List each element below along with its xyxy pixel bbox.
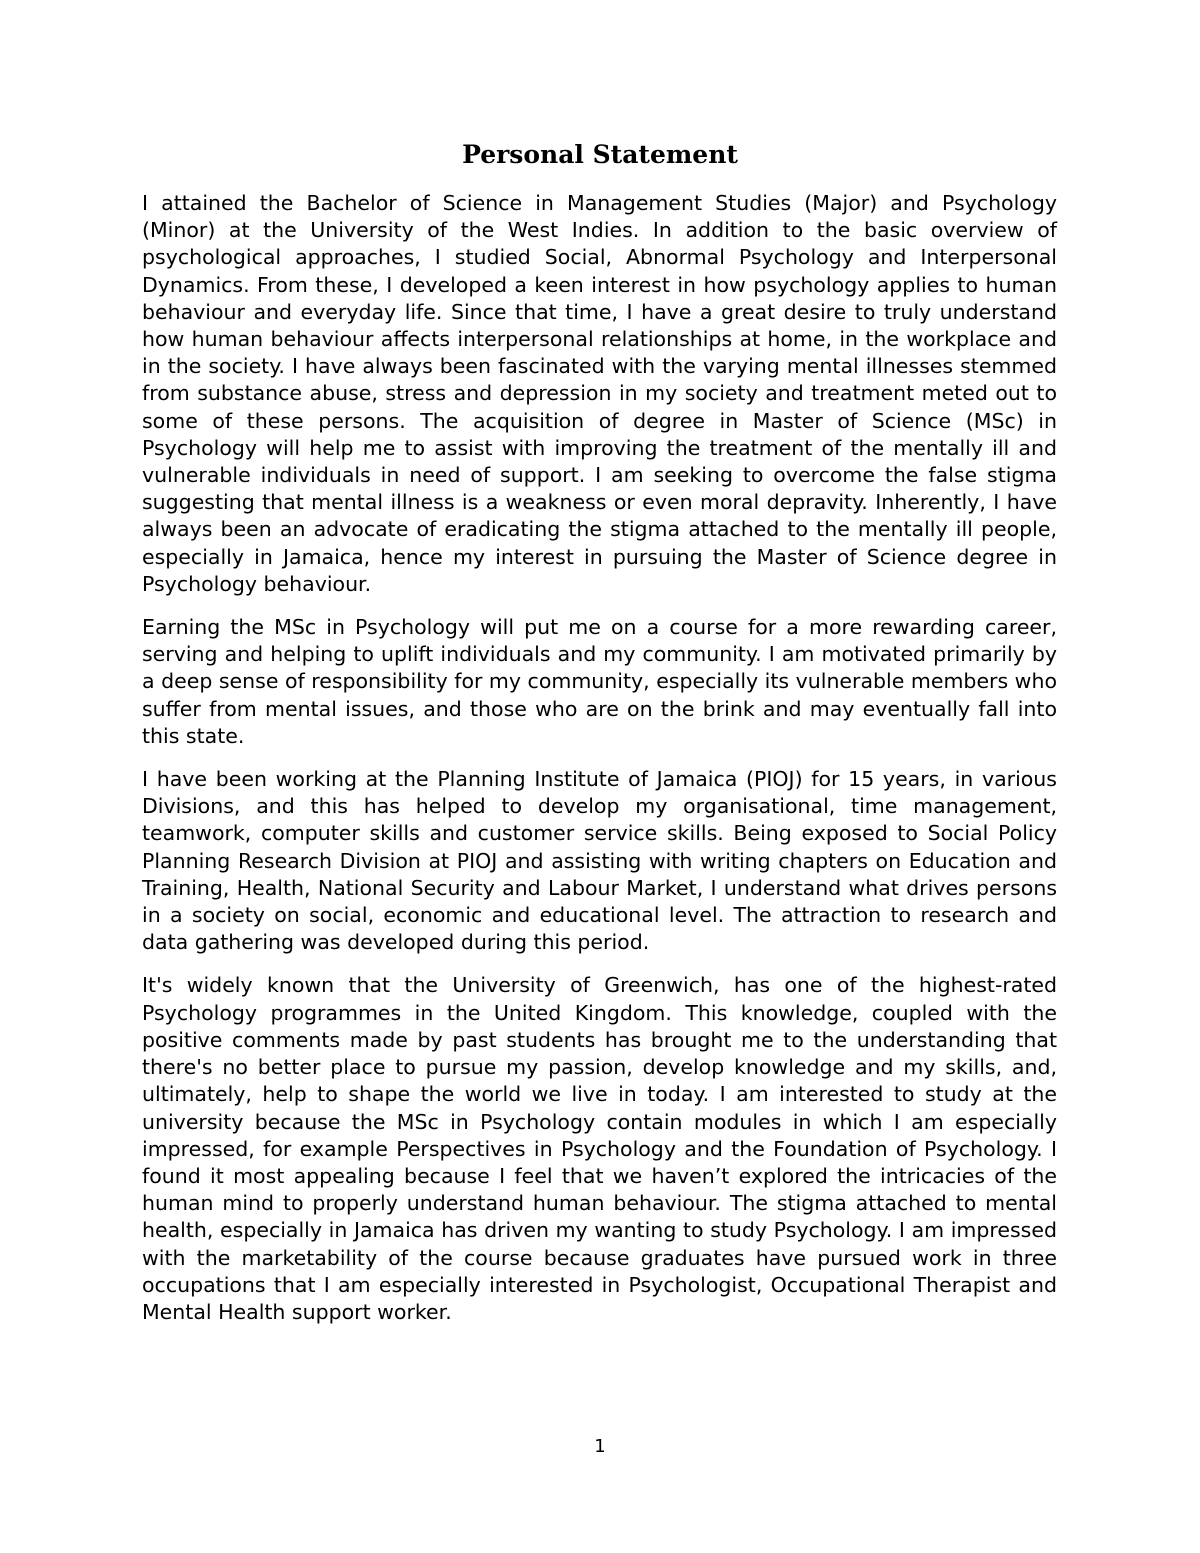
document-body xyxy=(142,190,1057,1342)
document-title: Personal Statement xyxy=(462,140,738,169)
page-number: 1 xyxy=(594,1436,606,1457)
paragraph-2: Earning the MSc in Psychology will put me on a course for a more rewarding career, serving and helping to uplift individuals and my community. I am motivated primarily by a deep sense of responsibility for my community, especially its vulnerable members who suffer from mental issues, and those who are on the brink and may eventually fall into this state. xyxy=(142,615,1057,748)
paragraph-4: It's widely known that the University of Greenwich, has one of the highest-rated Psychology programmes in the United Kingdom. This knowledge, coupled with the positive comments made by past students has brought me to the understanding that there's no better place to pursue my passion, develop knowledge and my skills, and, ultimately, help to shape the world we live in today. I am interested to study at the university because the MSc in Psychology contain modules in which I am especially impressed, for example Perspectives in Psychology and the Foundation of Psychology. I found it most appealing because I feel that we haven’t explored the intricacies of the human mind to properly understand human behaviour. The stigma attached to mental health, especially in Jamaica has driven my wanting to study Psychology. I am impressed with the marketability of the course because graduates have pursued work in three occupations that I am especially interested in Psychologist, Occupational Therapist and Mental Health support worker. xyxy=(142,973,1057,1324)
paragraph-1: I attained the Bachelor of Science in Management Studies (Major) and Psychology (Minor) at the University of the West Indies. In addition to the basic overview of psychological approaches, I studied Social, Abnormal Psychology and Interpersonal Dynamics. From these, I developed a keen interest in how psychology applies to human behaviour and everyday life. Since that time, I have a great desire to truly understand how human behaviour affects interpersonal relationships at home, in the workplace and in the society. I have always been fascinated with the varying mental illnesses stemmed from substance abuse, stress and depression in my society and treatment meted out to some of these persons. The acquisition of degree in Master of Science (MSc) in Psychology will help me to assist with improving the treatment of the mentally ill and vulnerable individuals in need of support. I am seeking to overcome the false stigma suggesting that mental illness is a weakness or even moral depravity. Inherently, I have always been an advocate of eradicating the stigma attached to the mentally ill people, especially in Jamaica, hence my interest in pursuing the Master of Science degree in Psychology behaviour. xyxy=(142,191,1057,596)
paragraph-3: I have been working at the Planning Institute of Jamaica (PIOJ) for 15 years, in various Divisions, and this has helped to develop my organisational, time management, teamwork, computer skills and customer service skills. Being exposed to Social Policy Planning Research Division at PIOJ and assisting with writing chapters on Education and Training, Health, National Security and Labour Market, I understand what drives persons in a society on social, economic and educational level. The attraction to research and data gathering was developed during this period. xyxy=(142,767,1057,955)
